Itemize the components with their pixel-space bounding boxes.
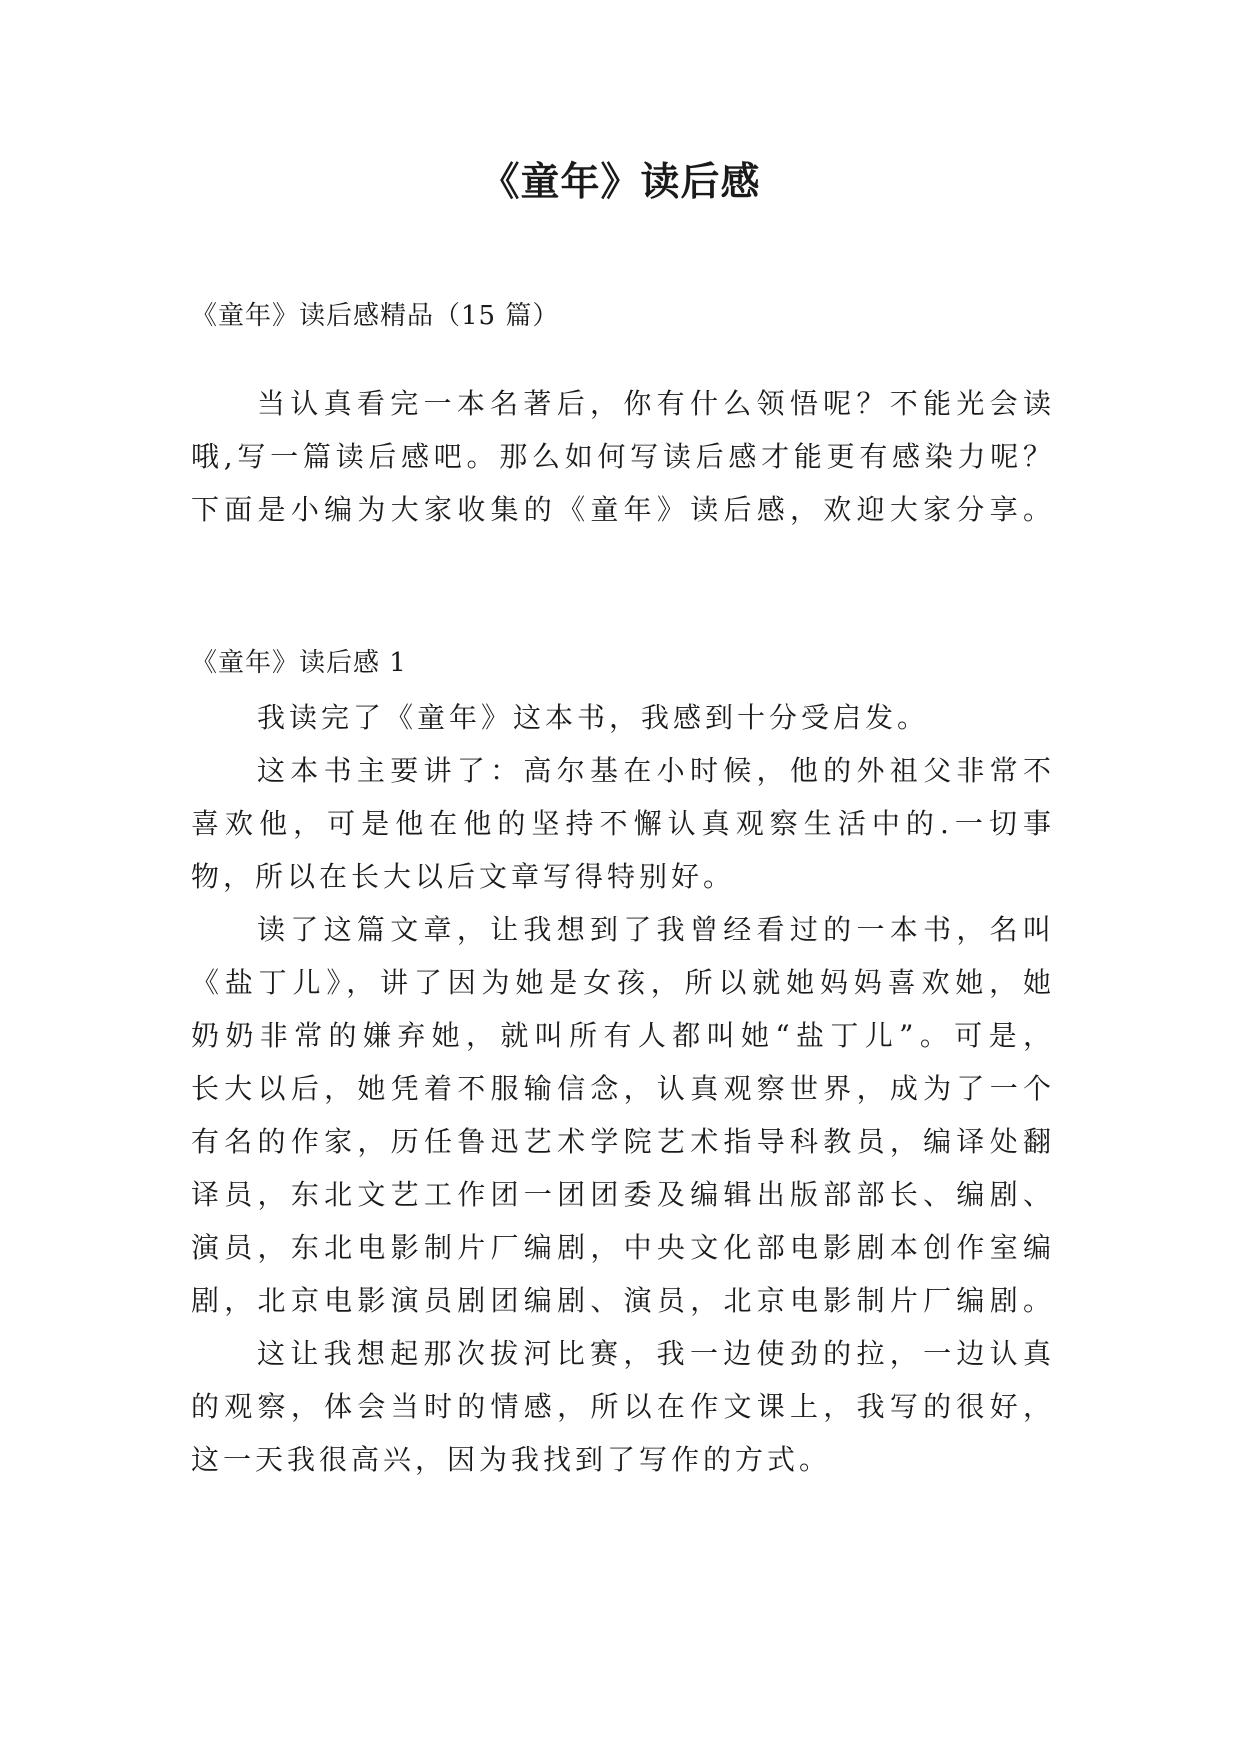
- body-line: 这本书主要讲了：高尔基在小时候，他的外祖父非常不: [257, 754, 1051, 787]
- body-line: 读了这篇文章，让我想到了我曾经看过的一本书，名叫: [257, 913, 1051, 946]
- body-line: 剧，北京电影演员剧团编剧、演员，北京电影制片厂编剧。: [191, 1284, 1051, 1317]
- document-subtitle: 《童年》读后感精品（15 篇）: [191, 301, 560, 331]
- document-title: 《童年》读后感: [480, 160, 761, 205]
- body-line: 这让我想起那次拔河比赛，我一边使劲的拉，一边认真: [257, 1337, 1051, 1370]
- body-line: 物，所以在长大以后文章写得特别好。: [191, 860, 736, 893]
- body-line: 我读完了《童年》这本书，我感到十分受启发。: [257, 701, 930, 734]
- intro-line: 下面是小编为大家收集的《童年》读后感，欢迎大家分享。: [191, 493, 1051, 526]
- intro-line: 哦,写一篇读后感吧。那么如何写读后感才能更有感染力呢？: [191, 440, 1051, 473]
- body-line: 《盐丁儿》，讲了因为她是女孩，所以就她妈妈喜欢她，她: [191, 966, 1051, 999]
- body-line: 长大以后，她凭着不服输信念，认真观察世界，成为了一个: [191, 1072, 1051, 1105]
- body-line: 的观察，体会当时的情感，所以在作文课上，我写的很好，: [191, 1390, 1051, 1423]
- section-heading: 《童年》读后感 1: [191, 648, 407, 678]
- body-line: 喜欢他，可是他在他的坚持不懈认真观察生活中的.一切事: [191, 807, 1051, 840]
- body-line: 有名的作家，历任鲁迅艺术学院艺术指导科教员，编译处翻: [191, 1125, 1051, 1158]
- body-line: 译员，东北文艺工作团一团团委及编辑出版部部长、编剧、: [191, 1178, 1051, 1211]
- body-line: 演员，东北电影制片厂编剧，中央文化部电影剧本创作室编: [191, 1231, 1051, 1264]
- intro-line: 当认真看完一本名著后，你有什么领悟呢？不能光会读: [257, 387, 1051, 420]
- body-line: 这一天我很高兴，因为我找到了写作的方式。: [191, 1443, 832, 1476]
- body-line: 奶奶非常的嫌弃她，就叫所有人都叫她“盐丁儿”。可是，: [191, 1019, 1051, 1052]
